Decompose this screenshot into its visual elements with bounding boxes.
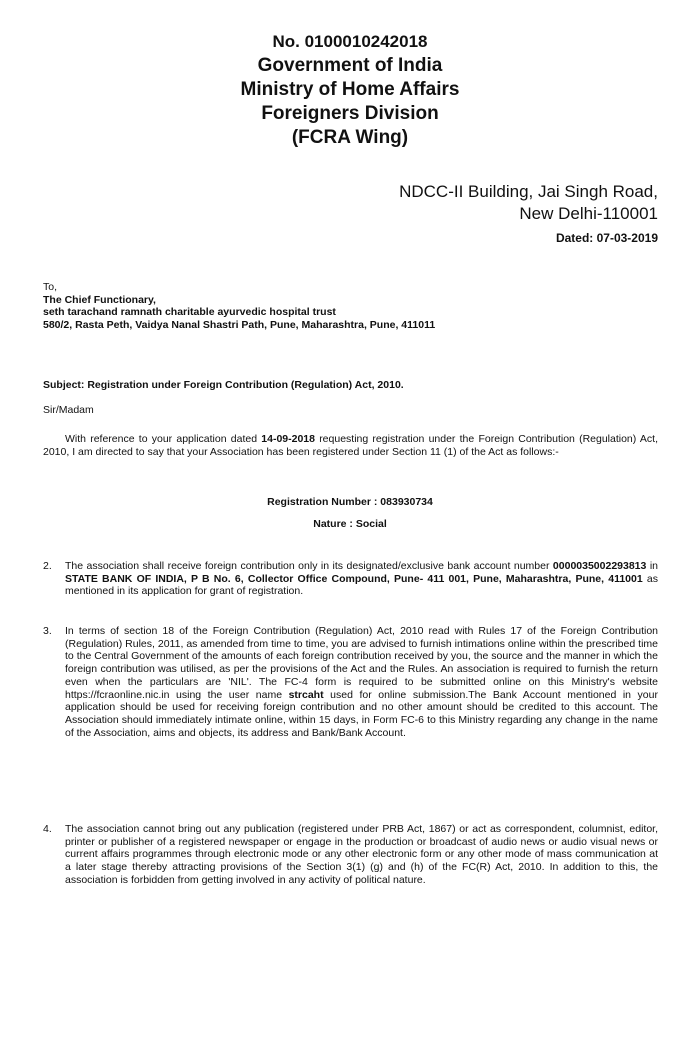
paragraph-2 xyxy=(43,560,658,598)
header-division: Foreigners Division xyxy=(261,103,439,124)
application-date: 14-09-2018 xyxy=(261,433,315,445)
paragraph-number: 3. xyxy=(43,625,52,637)
header-ministry: Ministry of Home Affairs xyxy=(240,79,460,100)
paragraph-4 xyxy=(43,823,658,887)
header-government: Government of India xyxy=(257,55,443,76)
recipient-block xyxy=(43,281,435,331)
intro-text-2: requesting registration under the Foreign Contribution (Regulation) Act, 2010, I am directed to say that your Association has been registered under Section 11 (1) of the Act as follows:- xyxy=(43,433,658,458)
recipient-name: seth tarachand ramnath charitable ayurvedic hospital trust xyxy=(43,306,336,318)
para2-text-3: as mentioned in its application for grant of registration. xyxy=(65,572,658,598)
para3-text-2: used for online submission.The Bank Account mentioned in your application should be used for receiving foreign contribution and no other amount should be credited to this account. The Association should immediately intimate online, within 15 days, in Form FC-6 to this Ministry regarding any change in the name of the Association, aims and objects, its address and Bank/Bank Account. xyxy=(65,688,658,739)
intro-paragraph xyxy=(43,433,658,458)
header-wing: (FCRA Wing) xyxy=(291,127,409,148)
paragraph-number: 2. xyxy=(43,560,52,572)
paragraph-3 xyxy=(43,625,658,739)
address-line-2: New Delhi-110001 xyxy=(519,204,658,223)
recipient-to: To, xyxy=(43,281,58,293)
registration-nature: Nature : Social xyxy=(313,518,387,530)
intro-text-1: With reference to your application dated xyxy=(65,433,262,445)
paragraph-text: The association cannot bring out any publication (registered under PRB Act, 1867) or act as correspondent, columnist, editor, printer or publisher of a registered newspaper or engage in the production or broadcast of audio news or audio visual news or current affairs programmes through electronic mode or any other electronic form or any other mode of mass communication at a later stage thereby attracting provisions of the Section 3(1) (g) and (h) of the FC(R) Act, 2010. In addition to this, the association is forbidden from getting involved in any activity of political nature. xyxy=(65,823,658,886)
sender-address xyxy=(399,181,658,245)
bank-account-number: 0000035002293813 xyxy=(552,560,647,572)
letter-date: Dated: 07-03-2019 xyxy=(555,231,658,245)
recipient-title: The Chief Functionary, xyxy=(43,293,156,306)
paragraph-number: 4. xyxy=(43,823,52,835)
address-line-1: NDCC-II Building, Jai Singh Road, xyxy=(399,182,658,201)
para3-text-1: In terms of section 18 of the Foreign Contribution (Regulation) Act, 2010 read with Rules 17 of the Foreign Contribution (Regulation) Rules, 2011, as amended from time to time, you are advised to furnish intimations online within the prescribed time to the Central Government of the amounts of each foreign contribution received by you, the source and the manner in which the foreign contribution was utilised, as per the provisions of the Act and the Rules. An association is required to furnish the return even when the particulars are 'NIL'. The FC-4 form is required to be submitted online on this Ministry's website https://fcraonline.nic.in using the user name xyxy=(65,625,658,701)
paragraph-text xyxy=(65,560,658,598)
letter-header xyxy=(0,30,700,150)
online-username: strcaht xyxy=(288,688,324,701)
letter-number: No. 0100010242018 xyxy=(272,32,428,51)
para2-text-1: The association shall receive foreign contribution only in its designated/exclusive bank account number xyxy=(65,560,553,572)
registration-number: Registration Number : 083930734 xyxy=(267,496,433,508)
para2-text-2: in xyxy=(646,560,658,572)
salutation: Sir/Madam xyxy=(43,404,94,416)
subject-line: Subject: Registration under Foreign Contribution (Regulation) Act, 2010. xyxy=(43,379,404,391)
bank-details: STATE BANK OF INDIA, P B No. 6, Collector Office Compound, Pune- 411 001, Pune, Maharashtra, Pune, 411001 xyxy=(65,572,643,585)
paragraph-text xyxy=(65,625,658,739)
recipient-address: 580/2, Rasta Peth, Vaidya Nanal Shastri Path, Pune, Maharashtra, Pune, 411011 xyxy=(43,318,436,331)
